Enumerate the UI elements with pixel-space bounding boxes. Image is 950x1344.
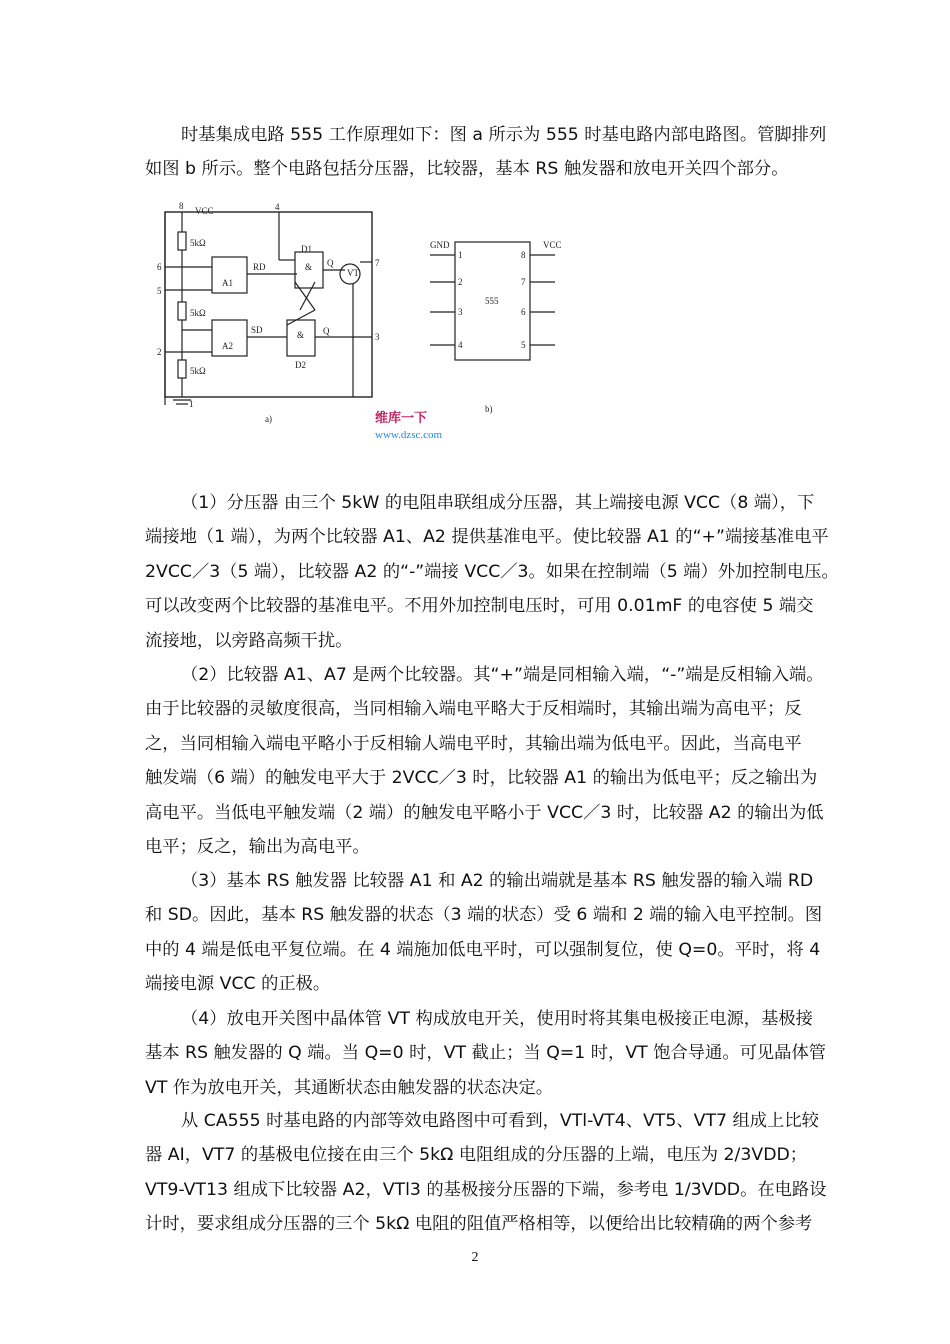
d2-label: D2	[295, 360, 306, 370]
text-line: （4）放电开关图中晶体管 VT 构成放电开关，使用时将其集电极接正电源，基极接	[181, 1009, 813, 1029]
circuit-figure	[155, 200, 575, 450]
text-line: 时基集成电路 555 工作原理如下：图 a 所示为 555 时基电路内部电路图。管脚排列	[181, 125, 827, 145]
pin-label: 8	[521, 250, 526, 260]
text-line: 基本 RS 触发器的 Q 端。当 Q=0 时，VT 截止；当 Q=1 时，VT 饱合导通。可见晶体管	[145, 1043, 827, 1064]
resistor-label: 5kΩ	[190, 238, 206, 248]
comparator-a1-label: A1	[222, 278, 233, 288]
pin-label: 6	[157, 262, 162, 272]
text-line: VT 作为放电开关，其通断状态由触发器的状态决定。	[145, 1077, 554, 1098]
sd-label: SD	[251, 325, 263, 335]
q-label: Q	[323, 326, 330, 336]
watermark-url: www.dzsc.com	[375, 429, 443, 441]
pin-label: 3	[375, 332, 380, 342]
pin-label: 2	[157, 347, 162, 357]
text-line: 高电平。当低电平触发端（2 端）的触发电平略小于 VCC／3 时，比较器 A2 的输出为低	[145, 802, 824, 823]
text-line: 端接地（1 端），为两个比较器 A1、A2 提供基准电平。使比较器 A1 的“+”端接基准电平	[145, 527, 829, 548]
gnd-label: GND	[430, 240, 450, 250]
text-line: 电平；反之，输出为高电平。	[145, 837, 370, 858]
text-line: 触发端（6 端）的触发电平大于 2VCC／3 时，比较器 A1 的输出为低电平；反之输出为	[145, 768, 818, 789]
text-line: （2）比较器 A1、A7 是两个比较器。其“+”端是同相输入端，“-”端是反相输入端。	[181, 665, 824, 685]
and-gate-symbol: &	[305, 262, 313, 272]
pin-label: 7	[521, 277, 526, 287]
pin-label: 4	[275, 202, 280, 212]
resistor-label: 5kΩ	[190, 366, 206, 376]
caption-a: a)	[265, 414, 272, 424]
pin-label: 6	[521, 307, 526, 317]
intro-paragraph	[145, 118, 880, 187]
rd-label: RD	[253, 262, 266, 272]
text-line: 计时，要求组成分压器的三个 5kΩ 电阻的阻值严格相等，以便给出比较精确的两个参考	[145, 1214, 813, 1235]
text-line: 中的 4 端是低电平复位端。在 4 端施加低电平时，可以强制复位，使 Q=0。平时，将 4	[145, 939, 821, 960]
resistor-label: 5kΩ	[190, 308, 206, 318]
paragraph-voltage-divider	[145, 486, 880, 658]
text-line: 由于比较器的灵敏度很高，当同相输入端电平略大于反相端时，其输出端为高电平；反	[145, 699, 802, 720]
text-line: 和 SD。因此，基本 RS 触发器的状态（3 端的状态）受 6 端和 2 端的输入电平控制。图	[145, 905, 823, 926]
text-line: （1）分压器 由三个 5kW 的电阻串联组成分压器，其上端接电源 VCC（8 端），下	[181, 493, 815, 513]
paragraph-comparator	[145, 658, 880, 864]
comparator-a2-label: A2	[222, 341, 233, 351]
text-line: 可以改变两个比较器的基准电平。不用外加控制电压时，可用 0.01mF 的电容使 5 端交	[145, 596, 814, 617]
pin-label: 1	[458, 250, 463, 260]
text-line: 器 AI，VT7 的基极电位接在由三个 5kΩ 电阻组成的分压器的上端，电压为 2/3VDD；	[145, 1145, 808, 1166]
chip-label: 555	[485, 296, 499, 306]
transistor-label: VT	[347, 268, 359, 278]
text-line: VT9-VT13 组成下比较器 A2，VTl3 的基极接分压器的下端，参考电 1/3VDD。在电路设	[145, 1179, 827, 1200]
text-line: 端接电源 VCC 的正极。	[145, 974, 331, 995]
text-line: 流接地，以旁路高频干扰。	[145, 630, 353, 651]
pin-label: 4	[458, 340, 463, 350]
page-number: 2	[471, 1250, 479, 1265]
pin-label: 5	[157, 286, 162, 296]
vcc-label-b: VCC	[543, 240, 562, 250]
pin-label: 5	[521, 340, 526, 350]
text-line: 如图 b 所示。整个电路包括分压器，比较器，基本 RS 触发器和放电开关四个部分。	[145, 159, 789, 180]
text-line: 2VCC／3（5 端），比较器 A2 的“-”端接 VCC／3。如果在控制端（5 端）外加控制电压。	[145, 561, 839, 582]
watermark-cn: 维库一下	[375, 410, 428, 425]
qbar-label: Q	[327, 258, 334, 268]
pin-label: 3	[458, 307, 463, 317]
text-line: 之，当同相输入端电平略小于反相输人端电平时，其输出端为低电平。因此，当高电平	[145, 733, 802, 754]
pin-label: 1	[189, 399, 194, 409]
vcc-label-a: VCC	[195, 206, 214, 216]
d1-label: D1	[301, 244, 312, 254]
pin-label: 7	[375, 258, 380, 268]
text-line: 从 CA555 时基电路的内部等效电路图中可看到，VTl-VT4、VT5、VT7 组成上比较	[181, 1111, 819, 1131]
text-line: （3）基本 RS 触发器 比较器 A1 和 A2 的输出端就是基本 RS 触发器的输入端 RD	[181, 871, 814, 891]
paragraph-ca555	[145, 1104, 880, 1242]
paragraph-rs-flipflop	[145, 864, 880, 1002]
and-gate-symbol: &	[297, 330, 305, 340]
pin-label: 8	[179, 201, 184, 211]
pin-label: 2	[458, 277, 463, 287]
paragraph-discharge-switch	[145, 1002, 880, 1105]
caption-b: b)	[485, 404, 493, 414]
